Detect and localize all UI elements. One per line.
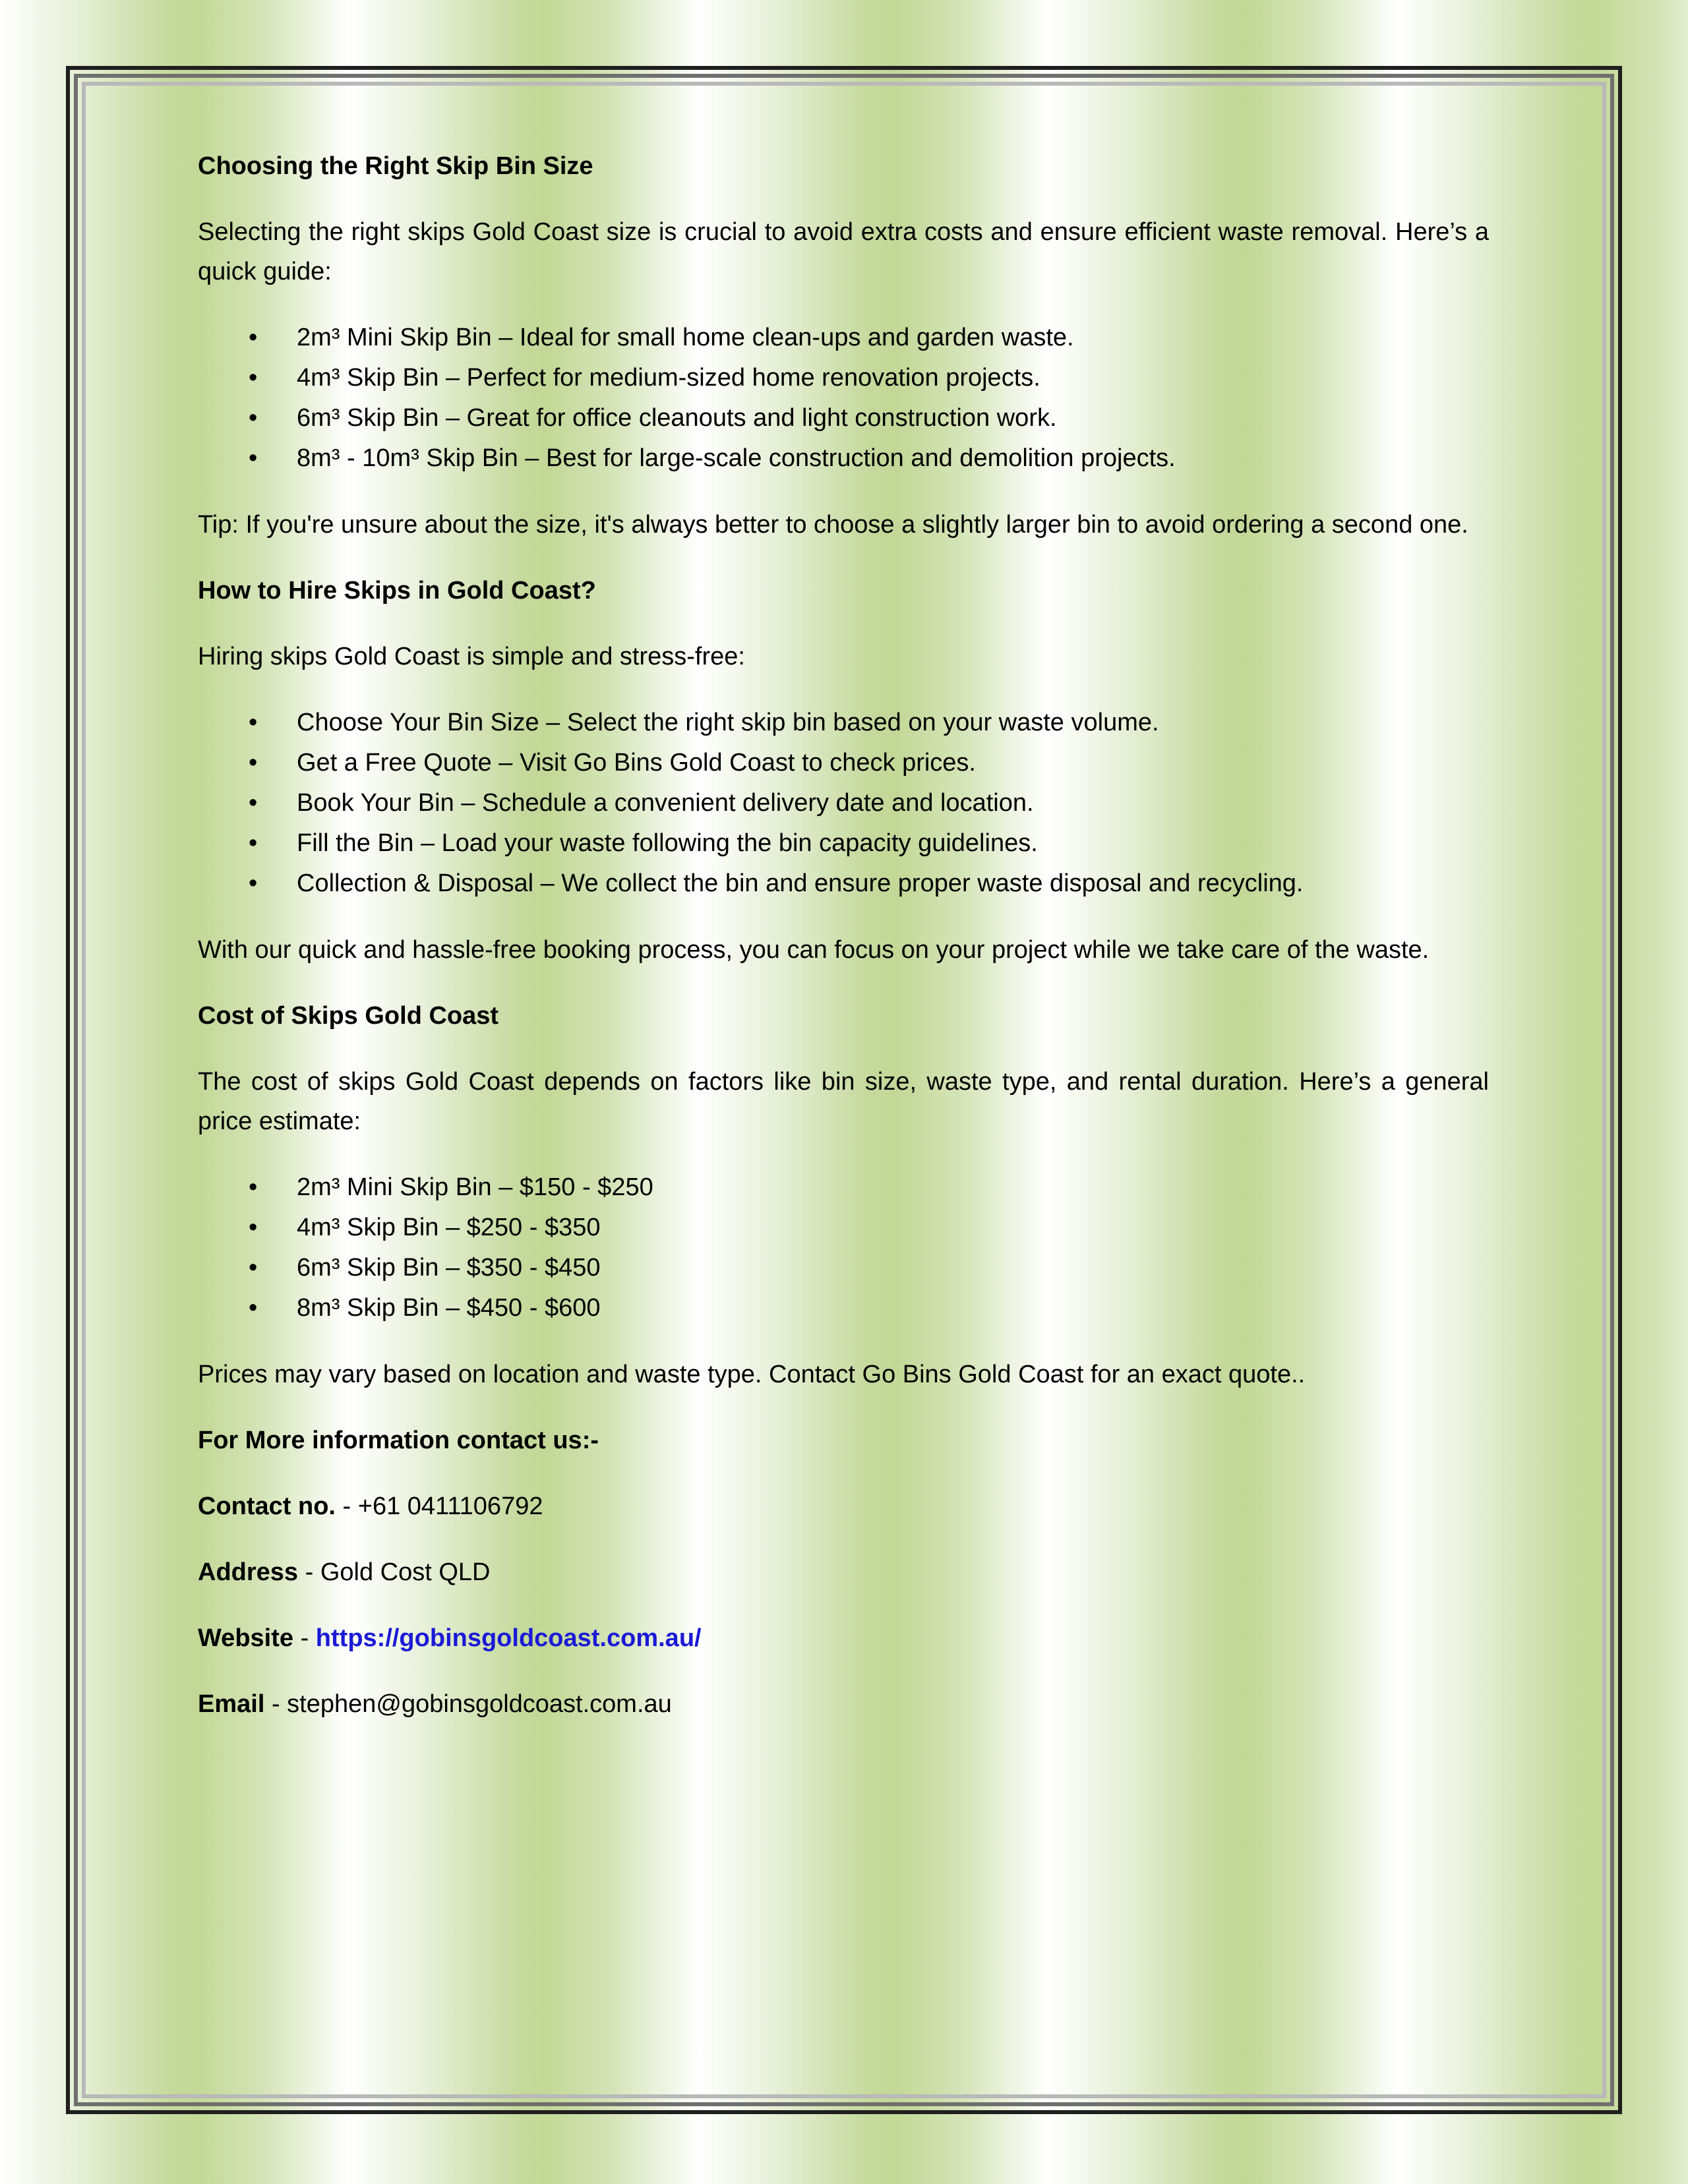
bullet-icon: • bbox=[249, 749, 258, 777]
list-item-text: 2m³ Mini Skip Bin – $150 - $250 bbox=[297, 1173, 653, 1201]
list-item-text: 2m³ Mini Skip Bin – Ideal for small home clean-ups and garden waste. bbox=[297, 324, 1074, 351]
bullet-icon: • bbox=[249, 404, 258, 432]
hire-list bbox=[198, 703, 1489, 904]
cost-intro: The cost of skips Gold Coast depends on factors like bin size, waste type, and rental duration. Here’s a general price estimate: bbox=[198, 1068, 1489, 1135]
bullet-icon: • bbox=[249, 444, 258, 472]
hire-intro: Hiring skips Gold Coast is simple and stress-free: bbox=[198, 643, 745, 670]
bullet-icon: • bbox=[249, 709, 258, 736]
email-label: Email bbox=[198, 1690, 265, 1718]
bullet-icon: • bbox=[249, 870, 258, 897]
list-item bbox=[198, 1167, 1489, 1208]
size-list bbox=[198, 318, 1489, 479]
contact-email bbox=[198, 1684, 1489, 1724]
list-item-text: Get a Free Quote – Visit Go Bins Gold Coast to check prices. bbox=[297, 749, 976, 777]
bullet-icon: • bbox=[249, 789, 258, 817]
list-item bbox=[198, 1248, 1489, 1288]
website-link[interactable]: https://gobinsgoldcoast.com.au/ bbox=[315, 1624, 702, 1652]
list-item-text: Fill the Bin – Load your waste following the bin capacity guidelines. bbox=[297, 829, 1038, 857]
contact-phone bbox=[198, 1487, 1489, 1526]
list-item bbox=[198, 318, 1489, 358]
list-item-text: 4m³ Skip Bin – Perfect for medium-sized home renovation projects. bbox=[297, 364, 1040, 392]
list-item-text: 6m³ Skip Bin – Great for office cleanouts and light construction work. bbox=[297, 404, 1057, 432]
list-item bbox=[198, 358, 1489, 398]
size-intro: Selecting the right skips Gold Coast size is crucial to avoid extra costs and ensure efficient waste removal. Here’s a quick guide: bbox=[198, 218, 1489, 285]
list-item bbox=[198, 1288, 1489, 1328]
document-content bbox=[198, 146, 1489, 1750]
address-label: Address bbox=[198, 1558, 299, 1586]
hire-outro: With our quick and hassle-free booking process, you can focus on your project while we take care of the waste. bbox=[198, 936, 1430, 964]
phone-value: - +61 0411106792 bbox=[335, 1492, 543, 1520]
cost-list bbox=[198, 1167, 1489, 1328]
bullet-icon: • bbox=[249, 1254, 258, 1282]
bullet-icon: • bbox=[249, 1294, 258, 1322]
contact-heading: For More information contact us:- bbox=[198, 1427, 599, 1454]
bullet-icon: • bbox=[249, 1173, 258, 1201]
hire-heading: How to Hire Skips in Gold Coast? bbox=[198, 577, 596, 605]
size-tip: Tip: If you're unsure about the size, it's always better to choose a slightly larger bin to avoid ordering a second one. bbox=[198, 511, 1468, 539]
bullet-icon: • bbox=[249, 324, 258, 351]
list-item bbox=[198, 1208, 1489, 1248]
list-item-text: Book Your Bin – Schedule a convenient delivery date and location. bbox=[297, 789, 1034, 817]
list-item bbox=[198, 823, 1489, 864]
list-item bbox=[198, 398, 1489, 438]
list-item bbox=[198, 864, 1489, 904]
list-item bbox=[198, 703, 1489, 743]
list-item bbox=[198, 783, 1489, 823]
contact-website bbox=[198, 1618, 1489, 1658]
bullet-icon: • bbox=[249, 829, 258, 857]
website-label: Website bbox=[198, 1624, 294, 1652]
list-item bbox=[198, 438, 1489, 479]
list-item-text: 8m³ - 10m³ Skip Bin – Best for large-scale construction and demolition projects. bbox=[297, 444, 1176, 472]
list-item-text: 4m³ Skip Bin – $250 - $350 bbox=[297, 1214, 601, 1241]
list-item-text: 6m³ Skip Bin – $350 - $450 bbox=[297, 1254, 601, 1282]
list-item-text: 8m³ Skip Bin – $450 - $600 bbox=[297, 1294, 601, 1322]
list-item bbox=[198, 743, 1489, 783]
email-value: - stephen@gobinsgoldcoast.com.au bbox=[264, 1690, 672, 1718]
phone-label: Contact no. bbox=[198, 1492, 336, 1520]
address-value: - Gold Cost QLD bbox=[298, 1558, 491, 1586]
size-heading: Choosing the Right Skip Bin Size bbox=[198, 152, 593, 180]
bullet-icon: • bbox=[249, 364, 258, 392]
cost-outro: Prices may vary based on location and waste type. Contact Go Bins Gold Coast for an exact quote.. bbox=[198, 1361, 1306, 1388]
contact-address bbox=[198, 1552, 1489, 1592]
website-separator: - bbox=[293, 1624, 316, 1652]
list-item-text: Choose Your Bin Size – Select the right skip bin based on your waste volume. bbox=[297, 709, 1159, 736]
bullet-icon: • bbox=[249, 1214, 258, 1241]
cost-heading: Cost of Skips Gold Coast bbox=[198, 1002, 499, 1030]
list-item-text: Collection & Disposal – We collect the bin and ensure proper waste disposal and recycling. bbox=[297, 870, 1304, 897]
